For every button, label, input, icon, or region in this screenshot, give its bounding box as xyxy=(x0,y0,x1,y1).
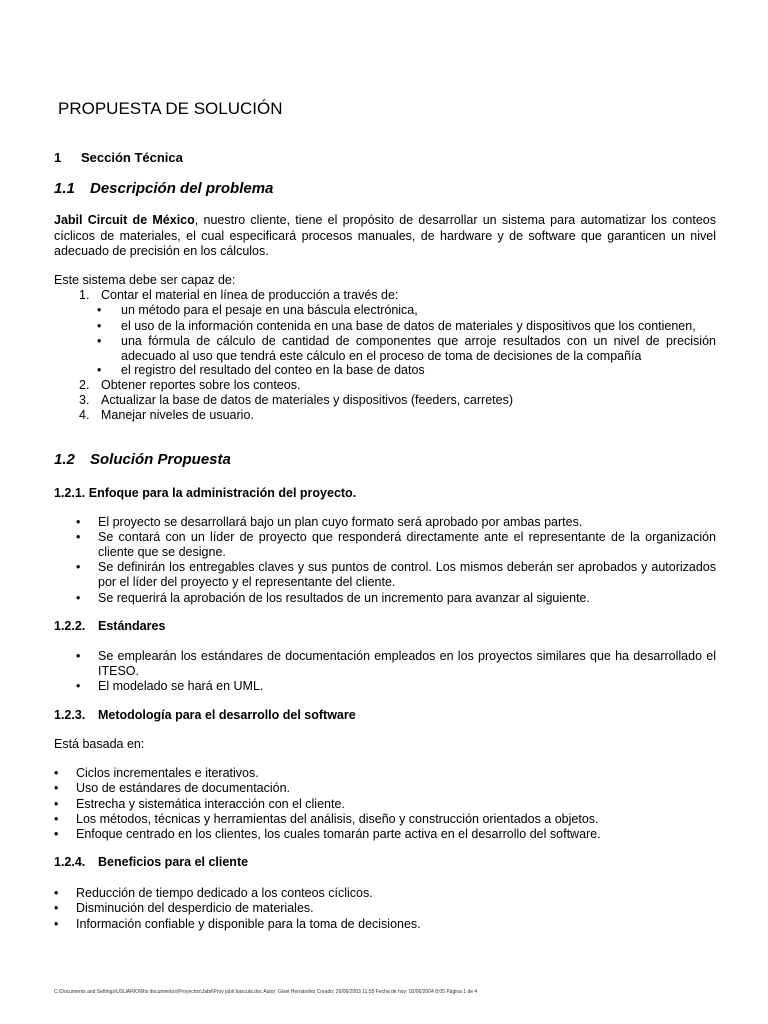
bullet-icon: • xyxy=(76,515,81,529)
document-title: PROPUESTA DE SOLUCIÓN xyxy=(58,99,283,118)
bullet-icon: • xyxy=(97,334,102,348)
bullet-item xyxy=(54,781,716,796)
bullet-icon: • xyxy=(54,886,59,900)
section-1-title: Sección Técnica xyxy=(81,150,183,165)
bullet-item xyxy=(76,591,716,606)
bullet-item-text: El proyecto se desarrollará bajo un plan cuyo formato será aprobado por ambas partes. xyxy=(98,515,583,529)
section-1-2-title: Solución Propuesta xyxy=(90,451,231,468)
list-number: 4. xyxy=(79,408,90,422)
bullet-item-text: Estrecha y sistemática interacción con el cliente. xyxy=(76,797,345,811)
list-number: 1. xyxy=(79,288,90,302)
bullet-item xyxy=(76,649,716,679)
sub-list-item-text: el uso de la información contenida en una base de datos de materiales y dispositivos que los contienen, xyxy=(121,319,696,333)
bullet-item xyxy=(54,886,716,901)
list-item-text: Contar el material en línea de producción a través de: xyxy=(101,288,399,302)
section-1-heading xyxy=(54,150,183,165)
bullet-icon: • xyxy=(54,901,59,915)
bullet-item-text: Uso de estándares de documentación. xyxy=(76,781,291,795)
problem-paragraph xyxy=(54,213,716,260)
bullet-item-text: Ciclos incrementales e iterativos. xyxy=(76,766,259,780)
capabilities-intro: Este sistema debe ser capaz de: xyxy=(54,273,236,287)
page-footer: C:\Documents and Settings\USUARIO\Mis documentos\Proyectos\Jabil\Proy jabil bascula.doc Autor: Gisel Hernández Creado: 26/06/2003 11:55 Fecha de hoy: 02/06/2004 8:05 Página 1 de 4 xyxy=(54,989,478,995)
bullet-icon: • xyxy=(97,303,102,317)
section-1-2-4-title: Beneficios para el cliente xyxy=(98,855,249,869)
bullet-icon: • xyxy=(54,827,59,841)
bullet-item-text: Información confiable y disponible para la toma de decisiones. xyxy=(76,917,421,931)
section-1-2-4-heading xyxy=(54,855,248,869)
methodology-intro: Está basada en: xyxy=(54,737,145,751)
sub-list-item-text: un método para el pesaje en una báscula electrónica, xyxy=(121,303,418,317)
list-item xyxy=(79,288,719,303)
section-1-2-1-heading: 1.2.1. Enfoque para la administración del proyecto. xyxy=(54,486,357,500)
list-item xyxy=(79,378,719,393)
section-1-1-title: Descripción del problema xyxy=(90,180,274,197)
problem-paragraph-text: , nuestro cliente, tiene el propósito de desarrollar un sistema para automatizar los conteos cíclicos de materiales, el cual especificará procesos manuales, de hardware y de software que garanticen un nivel adecuado de precisión en los cálculos. xyxy=(54,213,716,258)
bullet-item-text: Se requerirá la aprobación de los resultados de un incremento para avanzar al siguiente. xyxy=(98,591,590,605)
list-item xyxy=(79,408,719,423)
list-item xyxy=(79,393,719,408)
bullet-icon: • xyxy=(76,679,81,693)
section-1-2-3-heading xyxy=(54,708,356,722)
section-1-2-2-number: 1.2.2. xyxy=(54,619,86,633)
bullet-icon: • xyxy=(97,319,102,333)
bullet-item xyxy=(76,530,716,560)
bullet-item xyxy=(54,827,716,842)
sub-list-item-text: el registro del resultado del conteo en la base de datos xyxy=(121,363,425,377)
sub-list-item-text: una fórmula de cálculo de cantidad de componentes que arroje resultados con un nivel de precisión adecuado al uso que tendrá este cálculo en el proceso de toma de decisiones de la compañía xyxy=(121,334,716,363)
bullet-item xyxy=(54,901,716,916)
bullet-item xyxy=(76,679,716,694)
bullet-item xyxy=(54,797,716,812)
bullet-item xyxy=(54,812,716,827)
section-1-2-4-number: 1.2.4. xyxy=(54,855,86,869)
sub-list-item xyxy=(97,319,716,334)
bullet-item-text: Se definirán los entregables claves y sus puntos de control. Los mismos deberán ser aprobados y autorizados por el líder del proyecto y el representante del cliente. xyxy=(98,560,716,589)
list-item-text: Manejar niveles de usuario. xyxy=(101,408,254,422)
section-1-2-2-title: Estándares xyxy=(98,619,166,633)
list-item-text: Obtener reportes sobre los conteos. xyxy=(101,378,301,392)
bullet-item xyxy=(54,917,716,932)
section-1-1-number: 1.1 xyxy=(54,180,75,197)
section-1-2-3-number: 1.2.3. xyxy=(54,708,86,722)
section-1-2-number: 1.2 xyxy=(54,451,75,468)
bullet-icon: • xyxy=(76,649,81,663)
bullet-item-text: Se contará con un líder de proyecto que responderá directamente ante el representante de la organización cliente que se designe. xyxy=(98,530,716,559)
section-1-1-heading xyxy=(54,180,273,197)
list-number: 2. xyxy=(79,378,90,392)
bullet-item-text: El modelado se hará en UML. xyxy=(98,679,264,693)
bullet-icon: • xyxy=(76,560,81,574)
section-1-2-2-heading xyxy=(54,619,165,633)
sub-list-item xyxy=(97,334,716,364)
bullet-item-text: Disminución del desperdicio de materiales. xyxy=(76,901,314,915)
list-item-text: Actualizar la base de datos de materiales y dispositivos (feeders, carretes) xyxy=(101,393,513,407)
section-1-2-heading xyxy=(54,451,231,468)
bullet-icon: • xyxy=(54,766,59,780)
section-1-2-3-title: Metodología para el desarrollo del software xyxy=(98,708,356,722)
bullet-item-text: Enfoque centrado en los clientes, los cuales tomarán parte activa en el desarrollo del software. xyxy=(76,827,601,841)
bullet-item-text: Los métodos, técnicas y herramientas del análisis, diseño y construcción orientados a objetos. xyxy=(76,812,599,826)
section-1-number: 1 xyxy=(54,150,62,165)
bullet-icon: • xyxy=(76,591,81,605)
bullet-item xyxy=(76,560,716,590)
bullet-icon: • xyxy=(54,781,59,795)
bullet-icon: • xyxy=(54,812,59,826)
client-name: Jabil Circuit de México xyxy=(54,213,195,227)
sub-list-item xyxy=(97,363,716,378)
bullet-item-text: Se emplearán los estándares de documentación empleados en los proyectos similares que ha desarrollado el ITESO. xyxy=(98,649,716,678)
list-number: 3. xyxy=(79,393,90,407)
bullet-icon: • xyxy=(97,363,102,377)
bullet-icon: • xyxy=(54,797,59,811)
bullet-item-text: Reducción de tiempo dedicado a los conteos cíclicos. xyxy=(76,886,373,900)
bullet-icon: • xyxy=(54,917,59,931)
bullet-icon: • xyxy=(76,530,81,544)
sub-list-item xyxy=(97,303,716,318)
bullet-item xyxy=(76,515,716,530)
bullet-item xyxy=(54,766,716,781)
